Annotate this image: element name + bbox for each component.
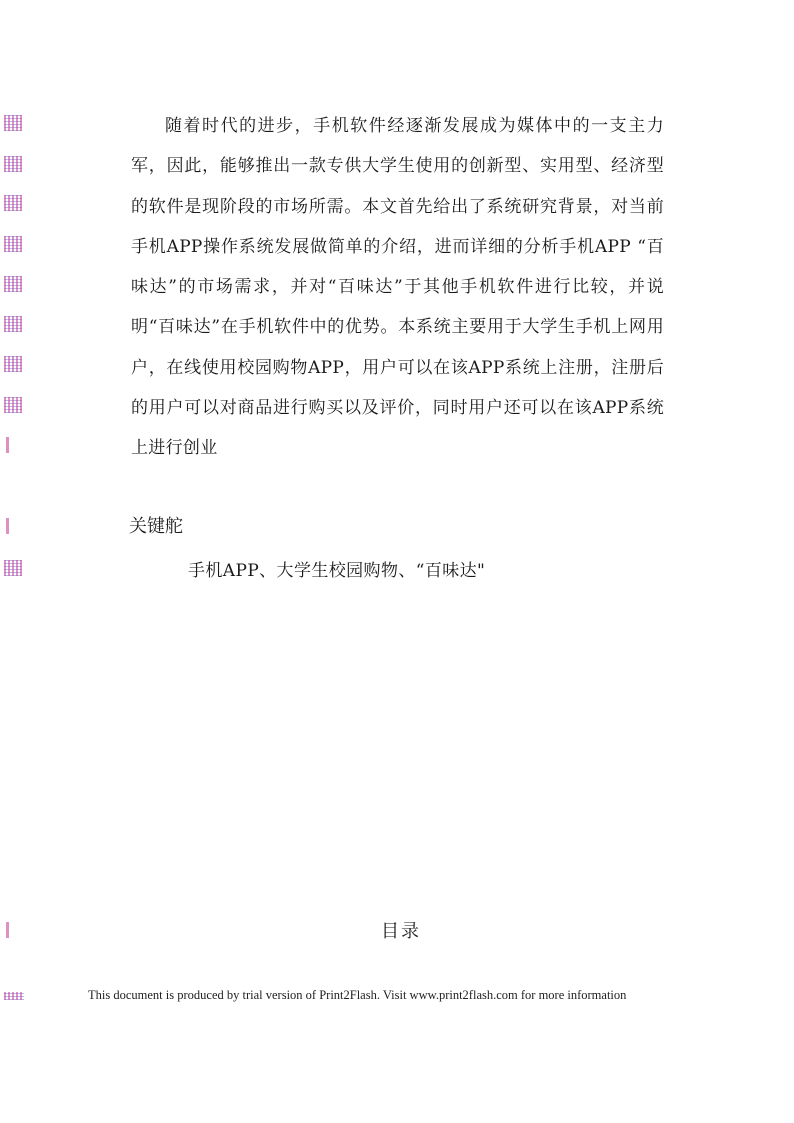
margin-artifact	[4, 356, 22, 372]
margin-artifact	[4, 115, 22, 131]
keywords-heading: 关键舵	[129, 516, 183, 537]
abstract-paragraph: 随着时代的进步，手机软件经逐渐发展成为媒体中的一支主力军，因此，能够推出一款专供大学生使用的创新型、实用型、经济型的软件是现阶段的市场所需。本文首先给出了系统研究背景，对当前手机APP操作系统发展做简单的介绍，进而详细的分析手机APP “百味达”的市场需求，并对“百味达”于其他手机软件进行比较，并说明“百味达”在手机软件中的优势。本系统主要用于大学生手机上网用户，在线使用校园购物APP，用户可以在该APP系统上注册，注册后的用户可以对商品进行购买以及评价，同时用户还可以在该APP系统上进行创业	[131, 116, 664, 459]
margin-artifact	[4, 316, 22, 332]
margin-artifact	[4, 397, 22, 413]
margin-artifact	[6, 518, 9, 534]
margin-artifact	[4, 560, 22, 576]
margin-artifact	[4, 195, 22, 211]
trial-watermark-footer: This document is produced by trial version of Print2Flash. Visit www.print2flash.com for more information	[88, 988, 627, 1002]
margin-artifact	[4, 156, 22, 172]
toc-title: 目录	[381, 921, 421, 942]
margin-artifact	[4, 276, 22, 292]
margin-artifact	[4, 992, 24, 1000]
keywords-text: 手机APP、大学生校园购物、“百味达"	[188, 561, 486, 581]
margin-artifact	[6, 922, 9, 938]
margin-artifact	[6, 437, 9, 453]
margin-artifact	[4, 236, 22, 252]
